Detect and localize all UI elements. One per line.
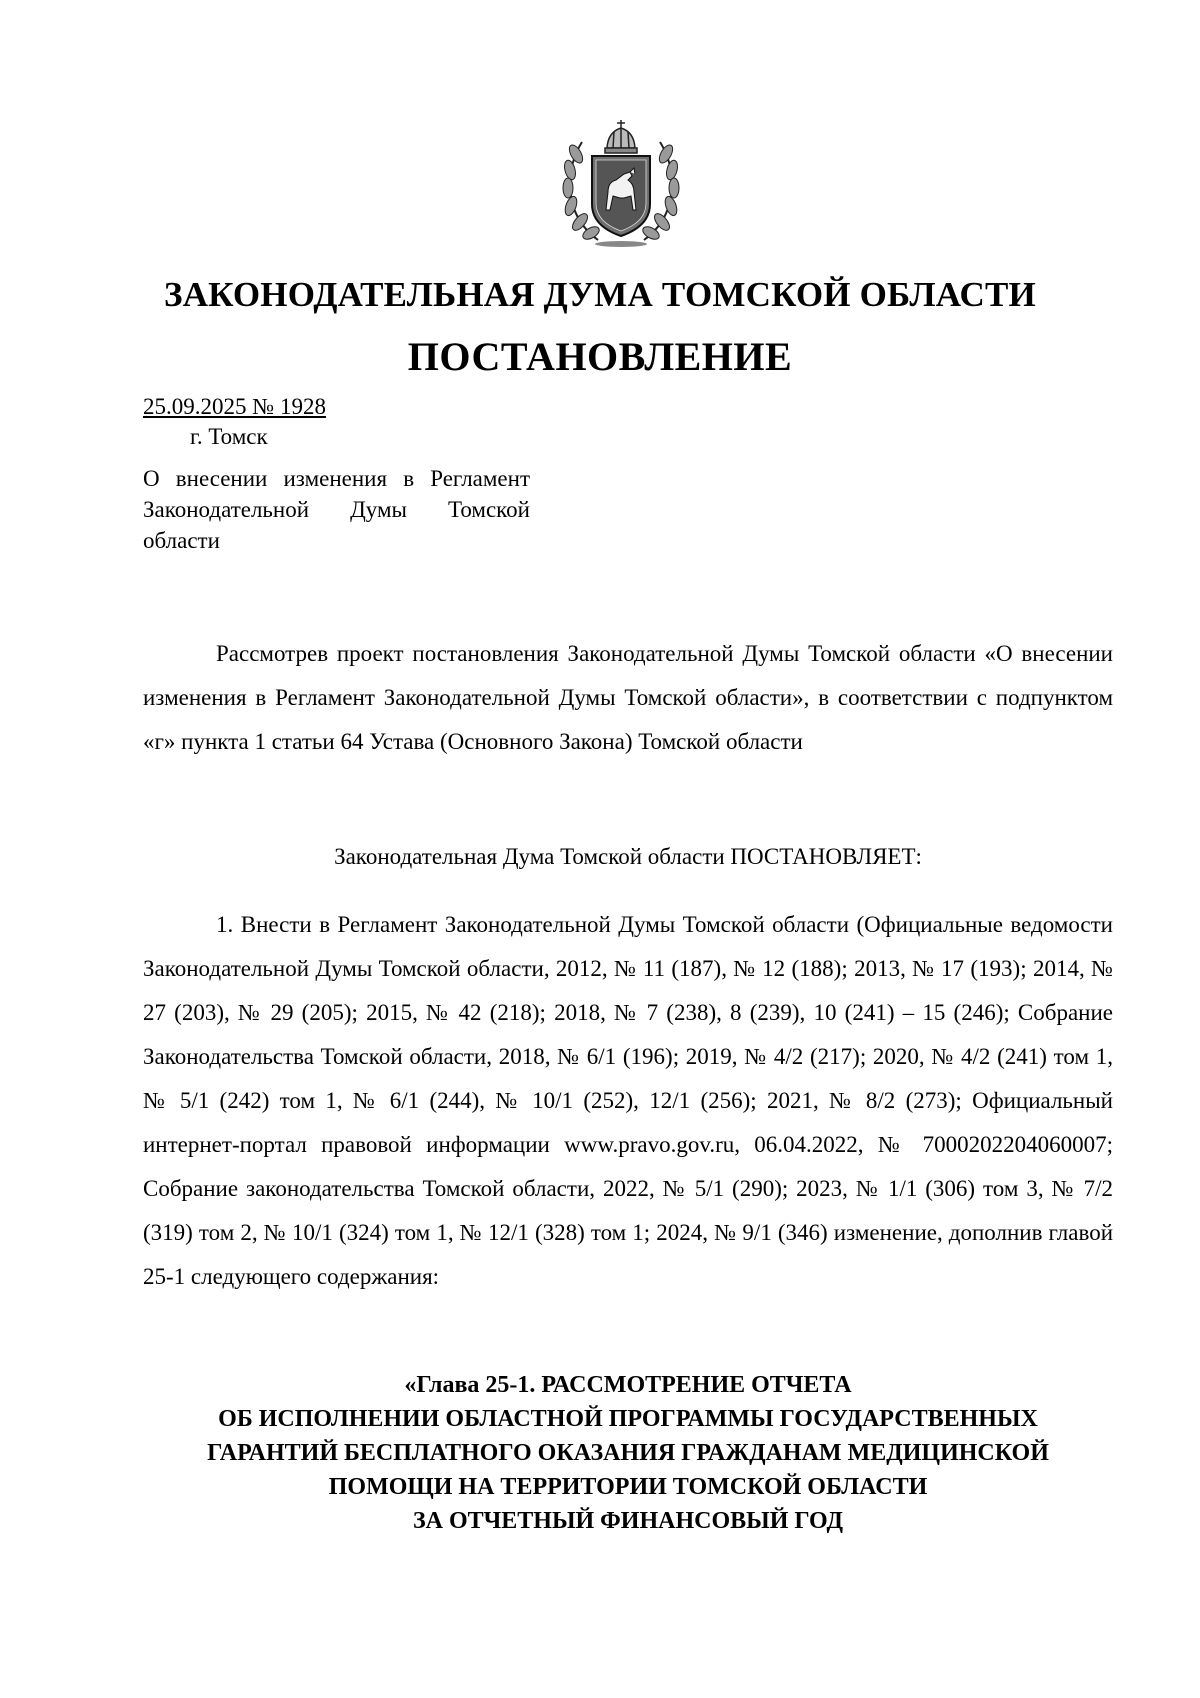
chapter-heading-line: ОБ ИСПОЛНЕНИИ ОБЛАСТНОЙ ПРОГРАММЫ ГОСУДАРСТВЕННЫХ: [218, 1406, 1038, 1432]
document-subject: О внесении изменения в Регламент Законодательной Думы Томской области: [143, 466, 530, 553]
item-1-paragraph: 1. Внести в Регламент Законодательной Думы Томской области (Официальные ведомости Законодательной Думы Томской области, 2012, № 11 (187), № 12 (188); 2013, № 17 (193); 2014, № 27 (203), № 29 (205); 2015, № 42 (218); 2018, № 7 (238), 8 (239), 10 (241) – 15 (246); Собрание Законодательства Томской области, 2018, № 6/1 (196); 2019, № 4/2 (217); 2020, № 4/2 (241) том 1, № 5/1 (242) том 1, № 6/1 (244), № 10/1 (252), 12/1 (256); 2021, № 8/2 (273); Официальный интернет-портал правовой информации www.pravo.gov.ru, 06.04.2022, № 7000202204060007; Собрание законодательства Томской области, 2022, № 5/1 (290); 2023, № 1/1 (306) том 3, № 7/2 (319) том 2, № 10/1 (324) том 1, № 12/1 (328) том 1; 2024, № 9/1 (346) изменение, дополнив главой 25-1 следующего содержания:: [143, 912, 1113, 1289]
document-date-number: 25.09.2025 № 1928: [143, 394, 326, 419]
coat-of-arms-icon: [558, 118, 684, 250]
chapter-heading-line: «Глава 25-1. РАССМОТРЕНИЕ ОТЧЕТА: [404, 1372, 852, 1398]
document-type: ПОСТАНОВЛЕНИЕ: [407, 334, 793, 379]
chapter-heading-line: ЗА ОТЧЕТНЫЙ ФИНАНСОВЫЙ ГОД: [412, 1508, 844, 1534]
organization-title: ЗАКОНОДАТЕЛЬНАЯ ДУМА ТОМСКОЙ ОБЛАСТИ: [164, 275, 1036, 314]
preamble-paragraph: Рассмотрев проект постановления Законодательной Думы Томской области «О внесении изменения в Регламент Законодательной Думы Томской области», в соответствии с подпунктом «г» пункта 1 статьи 64 Устава (Основного Закона) Томской области: [143, 641, 1113, 754]
chapter-heading-line: ГАРАНТИЙ БЕСПЛАТНОГО ОКАЗАНИЯ ГРАЖДАНАМ МЕДИЦИНСКОЙ: [207, 1440, 1049, 1466]
chapter-heading: [143, 1368, 1113, 1538]
chapter-heading-line: ПОМОЩИ НА ТЕРРИТОРИИ ТОМСКОЙ ОБЛАСТИ: [328, 1474, 928, 1500]
document-city: г. Томск: [190, 424, 268, 449]
resolves-paragraph: Законодательная Дума Томской области ПОСТАНОВЛЯЕТ:: [334, 844, 922, 869]
